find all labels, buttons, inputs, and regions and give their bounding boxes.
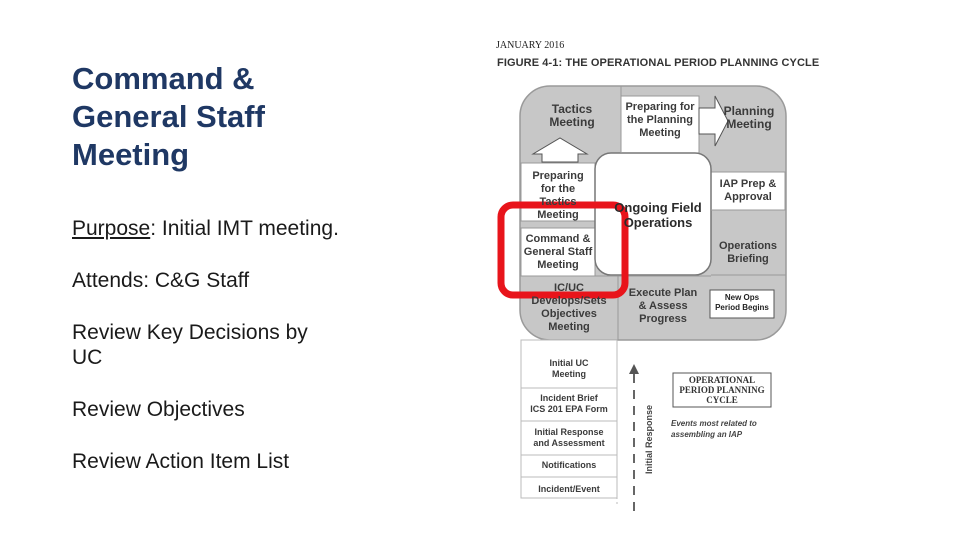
- legend-note: Events most related to assembling an IAP: [671, 419, 757, 439]
- slide-title: [72, 60, 432, 174]
- label-icuc-objectives: IC/UC Develops/Sets Objectives Meeting: [531, 282, 607, 333]
- attends-line: Attends: C&G Staff: [72, 269, 250, 292]
- review-decisions-l2: UC: [72, 346, 103, 369]
- review-decisions-l1: Review Key Decisions by: [72, 321, 308, 344]
- label-planning-meeting: Planning Meeting: [723, 104, 775, 131]
- purpose-label: Purpose: [72, 217, 151, 240]
- label-initial-response: Initial Response and Assessment: [533, 427, 605, 448]
- purpose-text: : Initial IMT meeting.: [150, 217, 339, 240]
- label-incident-event: Incident/Event: [538, 484, 600, 494]
- label-notifications: Notifications: [541, 460, 597, 470]
- label-ops-briefing: Operations Briefing: [718, 240, 778, 265]
- planning-cycle-figure: [490, 34, 830, 514]
- label-cg-meeting: Command & General Staff Meeting: [523, 233, 593, 271]
- review-objectives-line: Review Objectives: [72, 398, 245, 421]
- title-line-1: Command &: [72, 61, 255, 96]
- figure-date: JANUARY 2016: [496, 40, 565, 51]
- label-tactics-meeting: Tactics Meeting: [549, 102, 595, 129]
- label-incident-brief: Incident Brief ICS 201 EPA Form: [530, 393, 608, 414]
- purpose-line: [72, 216, 452, 241]
- figure-title: FIGURE 4-1: THE OPERATIONAL PERIOD PLANNING CYCLE: [497, 57, 820, 69]
- label-new-ops-period: New Ops Period Begins: [715, 293, 769, 312]
- label-execute-plan: Execute Plan & Assess Progress: [628, 287, 698, 325]
- initial-response-axis-label: Initial Response: [644, 404, 654, 474]
- review-action-items-line: Review Action Item List: [72, 450, 290, 473]
- legend-title: OPERATIONAL PERIOD PLANNING CYCLE: [679, 375, 765, 405]
- axis-arrow-icon: [629, 364, 639, 374]
- label-preparing-tactics: Preparing for the Tactics Meeting: [532, 170, 584, 221]
- label-initial-uc-meeting: Initial UC Meeting: [549, 358, 589, 379]
- label-iap-prep: IAP Prep & Approval: [719, 178, 777, 203]
- review-decisions-line: [72, 320, 452, 370]
- title-line-3: Meeting: [72, 137, 190, 172]
- title-line-2: General Staff: [72, 99, 265, 134]
- label-preparing-planning: Preparing for the Planning Meeting: [625, 101, 695, 139]
- label-ongoing-field-ops: Ongoing Field Operations: [614, 200, 702, 230]
